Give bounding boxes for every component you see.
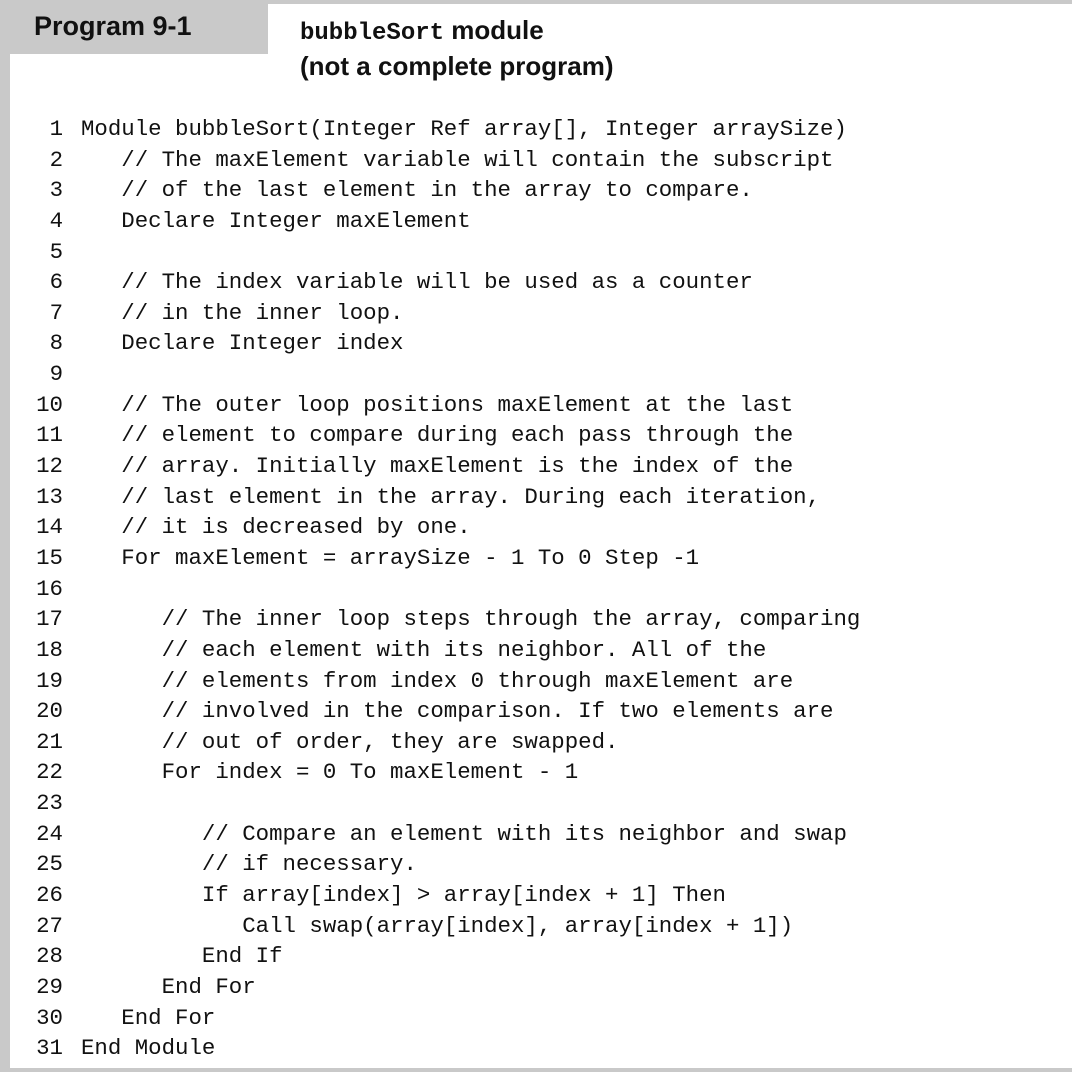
code-line xyxy=(36,420,860,451)
line-code: End For xyxy=(81,1004,216,1031)
line-number: 24 xyxy=(36,820,63,847)
line-number: 20 xyxy=(36,698,63,725)
line-code: End If xyxy=(81,943,283,970)
line-code: // elements from index 0 through maxElement are xyxy=(81,667,794,694)
code-line xyxy=(36,512,860,543)
line-code: For index = 0 To maxElement - 1 xyxy=(81,759,579,786)
line-number: 28 xyxy=(36,943,63,970)
line-code: // last element in the array. During each iteration, xyxy=(81,483,821,510)
left-border xyxy=(0,0,10,1072)
line-code: // The maxElement variable will contain the subscript xyxy=(81,146,834,173)
line-number: 12 xyxy=(36,453,63,480)
line-code: // element to compare during each pass through the xyxy=(81,422,794,449)
bottom-border xyxy=(0,1068,1072,1072)
line-code: // array. Initially maxElement is the index of the xyxy=(81,453,794,480)
caption-module-name: bubbleSort xyxy=(300,20,445,47)
code-line xyxy=(36,206,860,237)
caption-line-2 xyxy=(300,48,613,84)
line-code: Declare Integer maxElement xyxy=(81,207,471,234)
code-line xyxy=(36,757,860,788)
line-code: // in the inner loop. xyxy=(81,299,404,326)
program-label-box xyxy=(0,0,268,54)
line-number: 19 xyxy=(36,667,63,694)
line-number: 13 xyxy=(36,483,63,510)
code-line xyxy=(36,543,860,574)
line-number: 26 xyxy=(36,882,63,909)
code-line xyxy=(36,604,860,635)
code-line xyxy=(36,267,860,298)
line-code xyxy=(63,237,81,268)
code-line xyxy=(36,819,860,850)
code-line xyxy=(36,298,860,329)
line-number: 31 xyxy=(36,1035,63,1062)
code-line xyxy=(36,390,860,421)
line-code xyxy=(63,788,81,819)
line-number: 23 xyxy=(36,790,63,817)
line-number: 17 xyxy=(36,606,63,633)
line-number: 22 xyxy=(36,759,63,786)
line-code xyxy=(63,574,81,605)
line-number: 14 xyxy=(36,514,63,541)
line-number: 15 xyxy=(36,544,63,571)
code-line xyxy=(36,451,860,482)
code-line xyxy=(36,941,860,972)
line-number: 18 xyxy=(36,636,63,663)
code-line xyxy=(36,359,860,390)
line-number: 16 xyxy=(36,575,63,602)
code-line xyxy=(36,574,860,605)
line-code: End For xyxy=(81,973,256,1000)
line-number: 4 xyxy=(49,207,63,234)
line-code: // it is decreased by one. xyxy=(81,514,471,541)
line-number: 25 xyxy=(36,851,63,878)
code-listing xyxy=(36,114,860,1064)
program-caption xyxy=(300,12,613,84)
line-code: // of the last element in the array to compare. xyxy=(81,177,753,204)
line-number: 1 xyxy=(49,116,63,142)
code-line xyxy=(36,696,860,727)
caption-subtitle: (not a complete program) xyxy=(300,51,614,81)
line-code: End Module xyxy=(81,1035,216,1062)
code-line xyxy=(36,1033,860,1064)
line-number: 9 xyxy=(49,361,63,388)
program-label: Program 9-1 xyxy=(34,11,192,41)
line-number: 8 xyxy=(49,330,63,357)
code-line xyxy=(36,328,860,359)
line-number: 30 xyxy=(36,1004,63,1031)
line-code: // each element with its neighbor. All of the xyxy=(81,636,767,663)
line-number: 7 xyxy=(49,299,63,326)
line-number: 2 xyxy=(49,146,63,173)
line-code: For maxElement = arraySize - 1 To 0 Step -1 xyxy=(81,544,700,571)
code-line xyxy=(36,666,860,697)
line-code: // out of order, they are swapped. xyxy=(81,728,619,755)
line-number: 29 xyxy=(36,973,63,1000)
line-code xyxy=(63,359,81,390)
line-code: Call swap(array[index], array[index + 1]) xyxy=(81,912,794,939)
line-code: // The outer loop positions maxElement at the last xyxy=(81,391,794,418)
code-line xyxy=(36,880,860,911)
line-number: 27 xyxy=(36,912,63,939)
caption-module-word: module xyxy=(444,15,544,45)
line-number: 21 xyxy=(36,728,63,755)
line-code: // Compare an element with its neighbor and swap xyxy=(81,820,847,847)
line-number: 11 xyxy=(36,422,63,449)
code-line xyxy=(36,849,860,880)
code-line xyxy=(36,972,860,1003)
code-line xyxy=(36,482,860,513)
line-code: // if necessary. xyxy=(81,851,417,878)
code-line xyxy=(36,175,860,206)
line-number: 10 xyxy=(36,391,63,418)
line-number: 5 xyxy=(49,238,63,265)
line-code: // The index variable will be used as a counter xyxy=(81,269,753,296)
caption-line-1 xyxy=(300,12,613,48)
line-code: Declare Integer index xyxy=(81,330,404,357)
code-line xyxy=(36,1003,860,1034)
code-line xyxy=(36,237,860,268)
line-number: 6 xyxy=(49,269,63,296)
line-code: If array[index] > array[index + 1] Then xyxy=(81,882,726,909)
line-code: Module bubbleSort(Integer Ref array[], Integer arraySize) xyxy=(81,116,847,142)
code-line xyxy=(36,145,860,176)
line-code: // The inner loop steps through the array, comparing xyxy=(81,606,861,633)
code-line xyxy=(36,788,860,819)
code-line xyxy=(36,727,860,758)
code-line xyxy=(36,114,860,145)
code-line xyxy=(36,911,860,942)
line-number: 3 xyxy=(49,177,63,204)
code-line xyxy=(36,635,860,666)
line-code: // involved in the comparison. If two elements are xyxy=(81,698,834,725)
